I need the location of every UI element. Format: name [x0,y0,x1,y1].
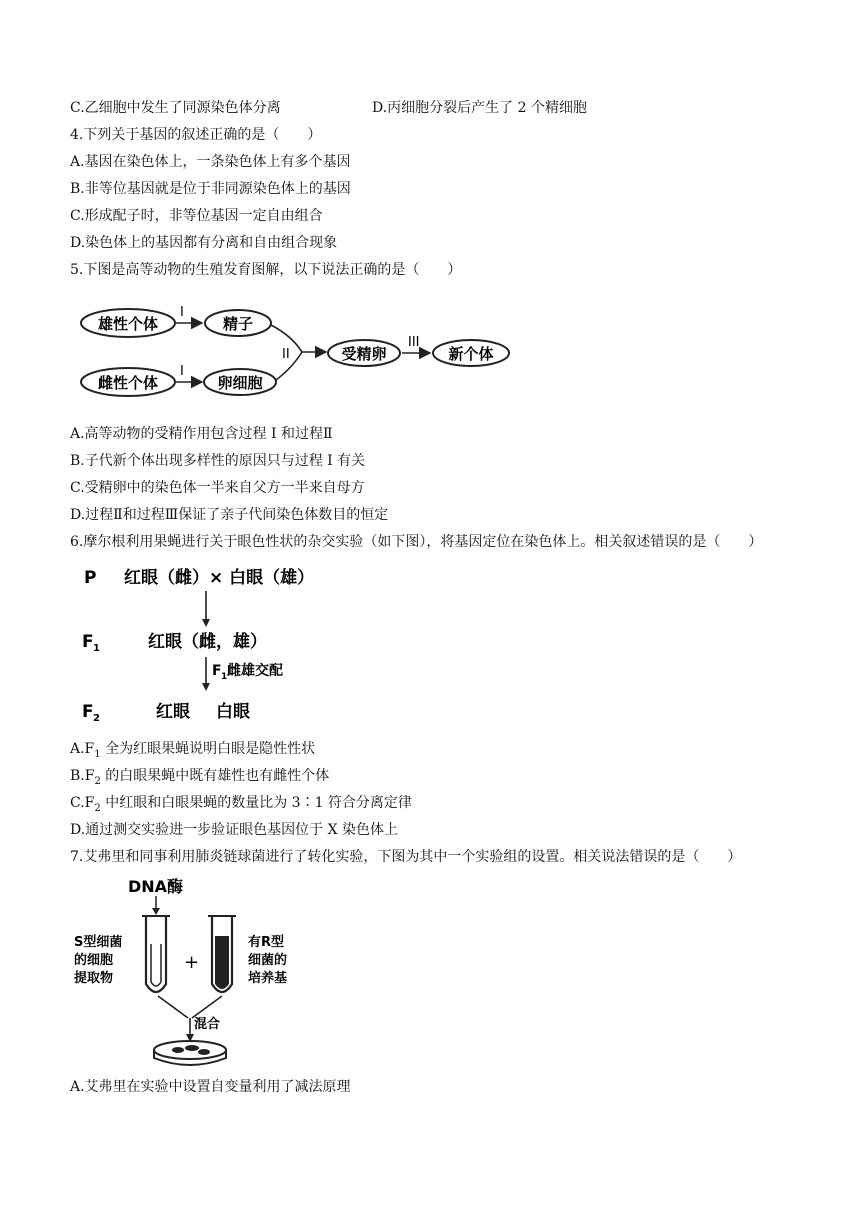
male-label: 雄性个体 [97,315,159,333]
q6-option-b-post: 的白眼果蝇中既有雄性也有雌性个体 [100,768,330,784]
p-cross-text: 红眼（雌）× 白眼（雄） [124,568,315,588]
arrow-label-f: F [212,663,222,679]
q6-option-a-post: 全为红眼果蝇说明白眼是隐性性状 [100,741,316,757]
petri-dish [154,1041,226,1065]
q4-option-d: D.染色体上的基因都有分离和自由组合现象 [70,235,338,251]
q7-option-a: A.艾弗里在实验中设置自变量利用了减法原理 [70,1079,351,1095]
left-label-1: S型细菌 [74,935,123,950]
arrow-label-sub: 1 [221,672,228,682]
q7-stem: 7.艾弗里和同事利用肺炎链球菌进行了转化实验，下图为其中一个实验组的设置。相关说法错误的是（ ） [70,849,742,865]
q6-option-b-pre: B.F [70,768,95,784]
right-label-1: 有R型 [248,935,285,950]
process-1-label-bottom: I [180,364,184,379]
transformation-diagram [72,872,352,1072]
q6-option-b [70,767,329,791]
q6-option-a [70,740,315,764]
egg-label: 卵细胞 [217,374,263,392]
newbody-node [433,340,509,366]
q4-option-c: C.形成配子时，非等位基因一定自由组合 [70,208,323,224]
p-generation-label: P [84,568,97,588]
q6-stem: 6.摩尔根利用果蝇进行关于眼色性状的杂交实验（如下图），将基因定位在染色体上。相关叙述错误的是（ ） [70,534,763,550]
q3-option-d: D.丙细胞分裂后产生了 2 个精细胞 [372,100,587,116]
dnase-label: DNA酶 [128,877,184,896]
plus-sign: + [184,952,200,973]
process-1-label-top: I [180,305,184,320]
mix-label: 混合 [194,1017,221,1032]
sperm-label: 精子 [222,315,254,333]
sperm-node [205,310,271,336]
reproduction-diagram [70,300,530,420]
q4-option-a: A.基因在染色体上，一条染色体上有多个基因 [70,154,351,170]
q6-option-a-pre: A.F [70,741,95,757]
q4-stem: 4.下列关于基因的叙述正确的是（ ） [70,127,322,143]
egg-node [204,369,276,395]
s-extract-tube [142,916,170,992]
q3-option-c: C.乙细胞中发生了同源染色体分离 [70,100,281,116]
q5-option-a: A.高等动物的受精作用包含过程 I 和过程Ⅱ [70,426,333,442]
q6-option-c-sub: 2 [94,802,101,814]
q4-option-b: B.非等位基因就是位于非同源染色体上的基因 [70,181,351,197]
left-label-2: 的细胞 [74,953,114,968]
q5-option-c: C.受精卵中的染色体一半来自父方一半来自母方 [70,480,365,496]
right-label-2: 细菌的 [248,953,288,968]
f1-text: 红眼（雌，雄） [148,632,267,652]
female-label: 雌性个体 [97,374,159,392]
process-2-label: II [282,347,290,362]
q6-option-b-sub: 2 [94,775,101,787]
right-label-3: 培养基 [248,971,288,986]
q6-option-c [70,794,412,818]
q5-stem: 5.下图是高等动物的生殖发育图解，以下说法正确的是（ ） [70,262,462,278]
male-node [81,309,175,337]
f2-white-eye: 白眼 [216,702,250,722]
f2-red-eye: 红眼 [156,702,190,722]
arrow-label-rest: 雌雄交配 [227,663,283,679]
left-label-3: 提取物 [74,971,114,986]
q6-option-c-pre: C.F [70,795,95,811]
q6-option-a-sub: 1 [94,748,101,760]
f1-label: F [82,632,94,652]
f2-sub: 2 [93,713,100,724]
q5-option-b: B.子代新个体出现多样性的原因只与过程 I 有关 [70,453,366,469]
q6-option-d: D.通过测交实验进一步验证眼色基因位于 X 染色体上 [70,822,399,838]
q5-option-d: D.过程Ⅱ和过程Ⅲ保证了亲子代间染色体数目的恒定 [70,507,389,523]
zygote-label: 受精卵 [341,345,387,363]
female-node [81,368,175,396]
q6-option-c-post: 中红眼和白眼果蝇的数量比为 3∶1 符合分离定律 [100,795,412,811]
process-3-label: III [408,335,420,350]
newbody-label: 新个体 [448,345,494,363]
cross-diagram [76,563,416,733]
r-culture-tube [208,916,236,992]
f2-label: F [82,702,94,722]
f1-sub: 1 [93,643,100,654]
zygote-node [328,340,400,366]
